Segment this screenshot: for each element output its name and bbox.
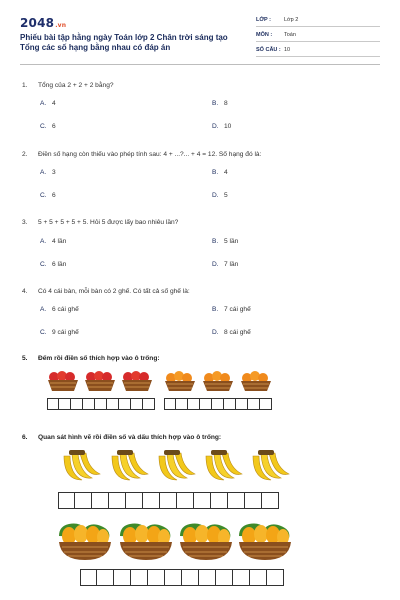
mango-basket-1-icon xyxy=(59,524,111,561)
answer-box[interactable] xyxy=(224,398,236,410)
q3-option-d[interactable]: D. 7 lần xyxy=(212,261,239,268)
meta-count: SỐ CÂU : 10 xyxy=(256,44,380,57)
q2-option-d[interactable]: D. 5 xyxy=(212,192,228,199)
q1-option-c[interactable]: C. 6 xyxy=(40,123,56,130)
orange-baskets-illustration xyxy=(163,367,275,395)
answer-box[interactable] xyxy=(260,398,272,410)
answer-box[interactable] xyxy=(131,398,143,410)
answer-box[interactable] xyxy=(236,398,248,410)
answer-box[interactable] xyxy=(194,492,211,509)
answer-box[interactable] xyxy=(92,492,109,509)
mango-basket-3-icon xyxy=(180,524,232,561)
banana-bunch-2-icon xyxy=(112,450,148,480)
apple-basket-2-icon xyxy=(85,371,115,391)
answer-box[interactable] xyxy=(119,398,131,410)
answer-box[interactable] xyxy=(71,398,83,410)
answer-box[interactable] xyxy=(200,398,212,410)
answer-box[interactable] xyxy=(107,398,119,410)
q4-option-b[interactable]: B. 7 cái ghế xyxy=(212,306,251,313)
banana-bunch-3-icon xyxy=(159,450,195,480)
title-line-2: Tổng các số hạng bằng nhau có đáp án xyxy=(20,43,171,52)
mango-baskets-illustration xyxy=(57,516,297,564)
answer-box[interactable] xyxy=(80,569,97,586)
apple-basket-3-icon xyxy=(122,371,152,391)
q3-option-c[interactable]: C. 6 lần xyxy=(40,261,67,268)
answer-box[interactable] xyxy=(182,569,199,586)
question-1: 1. Tổng của 2 + 2 + 2 bằng? xyxy=(22,82,114,89)
answer-box[interactable] xyxy=(188,398,200,410)
answer-box[interactable] xyxy=(143,492,160,509)
q3-option-a[interactable]: A. 4 lần xyxy=(40,238,67,245)
title-line-1: Phiếu bài tập hằng ngày Toán lớp 2 Chân trời sáng tạo xyxy=(20,33,228,42)
q6-answer-boxes-1 xyxy=(58,492,279,509)
q2-option-b[interactable]: B. 4 xyxy=(212,169,228,176)
question-2: 2. Điền số hạng còn thiếu vào phép tính sau: 4 + ...?... + 4 = 12. Số hạng đó là: xyxy=(22,151,262,158)
header-divider xyxy=(20,64,380,65)
answer-box[interactable] xyxy=(267,569,284,586)
answer-box[interactable] xyxy=(75,492,92,509)
q1-option-a[interactable]: A. 4 xyxy=(40,100,56,107)
q5-answer-boxes-left xyxy=(47,398,155,410)
answer-box[interactable] xyxy=(199,569,216,586)
orange-basket-1-icon xyxy=(165,371,195,391)
answer-box[interactable] xyxy=(160,492,177,509)
banana-bunch-4-icon xyxy=(206,450,242,480)
question-3: 3. 5 + 5 + 5 + 5 + 5. Hỏi 5 được lấy bao nhiêu lần? xyxy=(22,219,179,226)
meta-subject: MÔN : Toán xyxy=(256,29,380,42)
q4-option-d[interactable]: D. 8 cái ghế xyxy=(212,329,251,336)
question-4: 4. Có 4 cái bàn, mỗi bàn có 2 ghế. Có tất cả số ghế là: xyxy=(22,288,190,295)
q1-option-b[interactable]: B. 8 xyxy=(212,100,228,107)
q1-option-d[interactable]: D. 10 xyxy=(212,123,232,130)
question-5: 5. Đếm rồi điền số thích hợp vào ô trống: xyxy=(22,355,160,362)
answer-box[interactable] xyxy=(233,569,250,586)
q5-answer-boxes-right xyxy=(164,398,272,410)
answer-box[interactable] xyxy=(95,398,107,410)
answer-box[interactable] xyxy=(58,492,75,509)
q2-option-c[interactable]: C. 6 xyxy=(40,192,56,199)
banana-bunch-5-icon xyxy=(253,450,289,480)
answer-box[interactable] xyxy=(211,492,228,509)
q2-option-a[interactable]: A. 3 xyxy=(40,169,56,176)
answer-box[interactable] xyxy=(126,492,143,509)
mango-basket-4-icon xyxy=(239,524,291,561)
q4-option-c[interactable]: C. 9 cái ghế xyxy=(40,329,79,336)
banana-bunch-1-icon xyxy=(64,450,100,480)
orange-basket-2-icon xyxy=(203,371,233,391)
answer-box[interactable] xyxy=(97,569,114,586)
answer-box[interactable] xyxy=(250,569,267,586)
answer-box[interactable] xyxy=(262,492,279,509)
orange-basket-3-icon xyxy=(241,371,271,391)
answer-box[interactable] xyxy=(177,492,194,509)
answer-box[interactable] xyxy=(176,398,188,410)
answer-box[interactable] xyxy=(59,398,71,410)
banana-bunches-illustration xyxy=(60,448,295,486)
site-logo[interactable]: 2048.vn xyxy=(20,16,67,30)
answer-box[interactable] xyxy=(114,569,131,586)
q4-option-a[interactable]: A. 6 cái ghế xyxy=(40,306,79,313)
mango-basket-2-icon xyxy=(120,524,172,561)
q6-answer-boxes-2 xyxy=(80,569,284,586)
question-6: 6. Quan sát hình vẽ rồi điền số và dấu thích hợp vào ô trống: xyxy=(22,434,222,441)
answer-box[interactable] xyxy=(165,569,182,586)
answer-box[interactable] xyxy=(143,398,155,410)
answer-box[interactable] xyxy=(131,569,148,586)
answer-box[interactable] xyxy=(245,492,262,509)
answer-box[interactable] xyxy=(164,398,176,410)
apple-basket-1-icon xyxy=(48,371,78,391)
worksheet-title xyxy=(20,33,228,53)
answer-box[interactable] xyxy=(248,398,260,410)
answer-box[interactable] xyxy=(47,398,59,410)
apple-baskets-illustration xyxy=(46,367,156,395)
answer-box[interactable] xyxy=(212,398,224,410)
answer-box[interactable] xyxy=(148,569,165,586)
q3-option-b[interactable]: B. 5 lần xyxy=(212,238,239,245)
answer-box[interactable] xyxy=(216,569,233,586)
answer-box[interactable] xyxy=(83,398,95,410)
meta-class: LỚP : Lớp 2 xyxy=(256,14,380,27)
answer-box[interactable] xyxy=(109,492,126,509)
answer-box[interactable] xyxy=(228,492,245,509)
